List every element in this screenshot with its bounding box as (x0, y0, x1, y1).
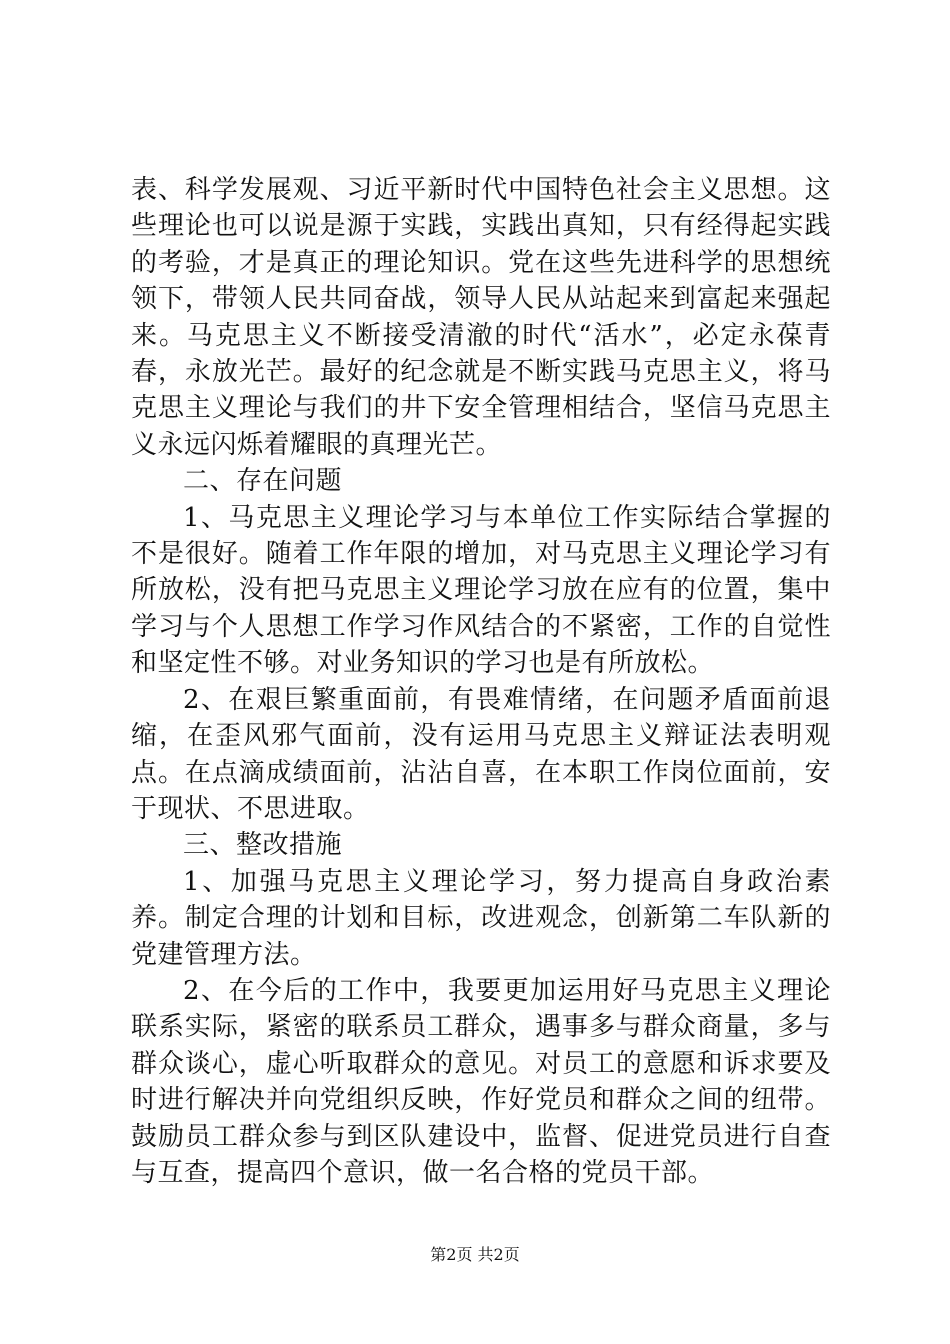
section-heading-problems: 二、存在问题 (183, 466, 343, 497)
paragraph-measure-2: 2、在今后的工作中，我要更加运用好马克思主义理论联系实际，紧密的联系员工群众，遇事多与群众商量，多与群众谈心，虚心听取群众的意见。对员工的意愿和诉求要及时进行解决并向党组织反映，作好党员和群众之间的纽带。鼓励员工群众参与到区队建设中，监督、促进党员进行自查与互查，提高四个意识，做一名合格的党员干部。 (131, 975, 831, 1188)
document-body (131, 172, 831, 1191)
paragraph-problem-1: 1、马克思主义理论学习与本单位工作实际结合掌握的不是很好。随着工作年限的增加，对马克思主义理论学习有所放松，没有把马克思主义理论学习放在应有的位置，集中学习与个人思想工作学习作风结合的不紧密，工作的自觉性和坚定性不够。对业务知识的学习也是有所放松。 (131, 502, 831, 679)
paragraph-measure-1: 1、加强马克思主义理论学习，努力提高自身政治素养。制定合理的计划和目标，改进观念，创新第二车队新的党建管理方法。 (131, 866, 831, 970)
paragraph-problem-2: 2、在艰巨繁重面前，有畏难情绪，在问题矛盾面前退缩，在歪风邪气面前，没有运用马克思主义辩证法表明观点。在点滴成绩面前，沾沾自喜，在本职工作岗位面前，安于现状、不思进取。 (131, 684, 831, 824)
page-footer: 第2页 共2页 (430, 1245, 520, 1264)
paragraph-continuation: 表、科学发展观、习近平新时代中国特色社会主义思想。这些理论也可以说是源于实践，实践出真知，只有经得起实践的考验，才是真正的理论知识。党在这些先进科学的思想统领下，带领人民共同奋战，领导人民从站起来到富起来强起来。马克思主义不断接受清澈的时代“活水”，必定永葆青春，永放光芒。最好的纪念就是不断实践马克思主义，将马克思主义理论与我们的井下安全管理相结合，坚信马克思主义永远闪烁着耀眼的真理光芒。 (131, 175, 831, 460)
section-heading-measures: 三、整改措施 (183, 830, 343, 861)
